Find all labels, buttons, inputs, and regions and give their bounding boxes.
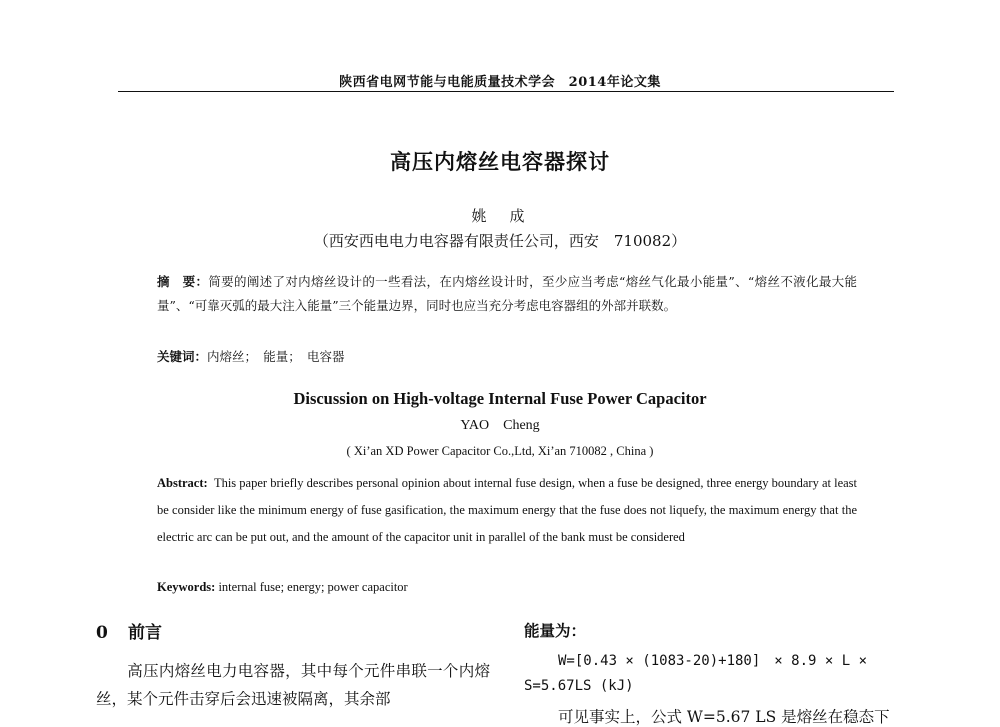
- keywords-en: [157, 580, 408, 595]
- keywords-en-text: internal fuse; energy; power capacitor: [218, 580, 408, 594]
- english-title: Discussion on High-voltage Internal Fuse Power Capacitor: [293, 389, 707, 408]
- section-heading: [96, 618, 162, 643]
- section-number: 0: [96, 623, 108, 643]
- abstract-en: [157, 470, 857, 551]
- formula-line-b: S=5.67LS (kJ): [524, 678, 634, 694]
- left-column-text: [96, 657, 490, 713]
- abstract-cn: [157, 270, 857, 318]
- right-column-text: 可见事实上，公式 W=5.67 LS 是熔丝在稳态下: [558, 708, 890, 726]
- english-affiliation: ( Xi’an XD Power Capacitor Co.,Ltd, Xi’an 710082 , China ): [346, 444, 654, 458]
- keywords-cn-label: 关键词：: [157, 349, 208, 364]
- keywords-en-label: Keywords:: [157, 580, 216, 594]
- header-rule: [118, 91, 894, 92]
- abstract-cn-text: 简要的阐述了对内熔丝设计的一些看法，在内熔丝设计时，至少应当考虑“熔丝气化最小能量”、“熔丝不液化最大能量”、“可靠灭弧的最大注入能量”三个能量边界，同时也应当充分考虑电容器组的外部并联数。: [157, 274, 857, 313]
- affiliation: （西安西电电力电容器有限责任公司，西安 710082）: [313, 232, 687, 250]
- abstract-en-label: Abstract:: [157, 476, 208, 490]
- keywords-cn: [157, 347, 345, 365]
- formula-line-a: W=[0.43 × (1083-20)+180] × 8.9 × L ×: [558, 653, 868, 669]
- abstract-en-text: This paper briefly describes personal opinion about internal fuse design, when a fuse be designed, three energy boundary at least be consider like the minimum energy of fuse gasification, the maximum energy that the fuse does not liquefy, the maximum energy that the electric arc can be put out, and the amount of the capacitor unit in parallel of the bank must be considered: [157, 476, 858, 544]
- paper-title: 高压内熔丝电容器探讨: [390, 149, 610, 174]
- author: 姚 成: [471, 207, 529, 225]
- keywords-cn-text: 内熔丝； 能量； 电容器: [207, 349, 345, 364]
- english-author: YAO Cheng: [460, 418, 540, 433]
- section-title: 前言: [128, 623, 162, 643]
- abstract-cn-label: 摘 要：: [157, 274, 209, 289]
- running-header: 陕西省电网节能与电能质量技术学会 2014年论文集: [339, 75, 661, 90]
- intro-paragraph: 高压内熔丝电力电容器，其中每个元件串联一个内熔丝，某个元件击穿后会迅速被隔离，其余部: [96, 662, 490, 708]
- energy-label: 能量为：: [524, 621, 587, 640]
